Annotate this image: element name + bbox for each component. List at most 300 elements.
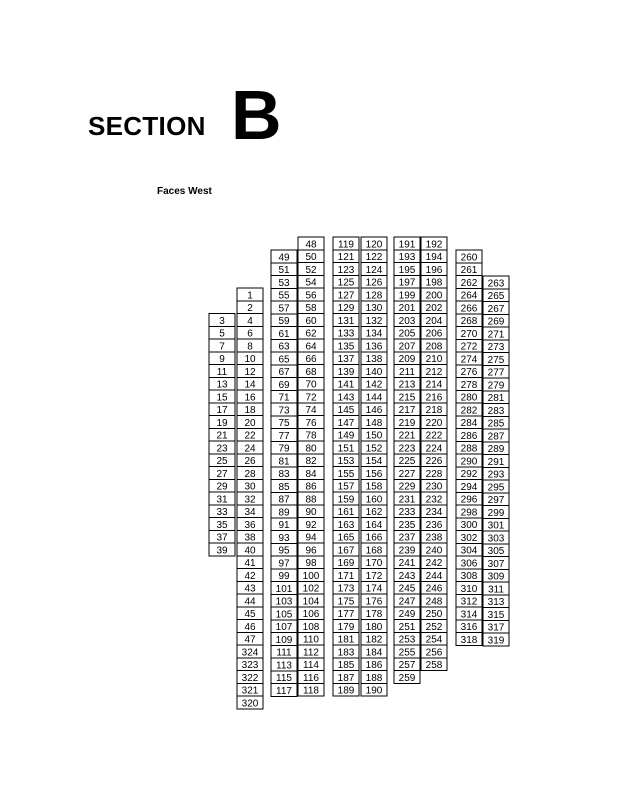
seat-number: 4 (247, 315, 253, 327)
seat-number: 58 (305, 303, 317, 314)
seat-264 (456, 288, 482, 301)
seat-number: 10 (244, 354, 256, 365)
seat-number: 214 (425, 379, 443, 391)
seat-139 (333, 365, 359, 378)
seat-258 (421, 658, 447, 671)
seat-14 (237, 377, 263, 390)
seat-number: 152 (365, 443, 383, 455)
seat-183 (333, 645, 359, 658)
seat-71 (271, 390, 297, 403)
seat-number: 211 (399, 366, 415, 378)
seat-93 (271, 531, 297, 544)
seat-number: 267 (487, 303, 505, 315)
seat-24 (237, 441, 263, 454)
seat-293 (483, 467, 509, 480)
seat-number: 128 (365, 290, 383, 302)
seat-26 (237, 454, 263, 467)
seat-number: 284 (460, 418, 478, 429)
seat-number: 35 (216, 519, 228, 531)
seat-223 (394, 441, 420, 454)
seat-number: 220 (425, 417, 443, 429)
seat-134 (361, 326, 387, 339)
seat-number: 213 (398, 379, 416, 391)
seat-168 (361, 543, 387, 556)
seat-number: 71 (278, 392, 290, 404)
seat-number: 18 (244, 405, 256, 416)
seat-number: 306 (460, 558, 478, 570)
seat-number: 272 (460, 341, 478, 353)
seat-number: 285 (487, 418, 505, 430)
seat-166 (361, 530, 387, 543)
seat-number: 123 (337, 264, 355, 276)
seat-number: 252 (425, 621, 443, 633)
seat-87 (271, 492, 297, 505)
seat-282 (456, 403, 482, 416)
seat-247 (394, 594, 420, 607)
seat-88 (298, 492, 324, 505)
seat-number: 15 (216, 392, 228, 404)
seat-number: 224 (425, 443, 443, 455)
seat-number: 96 (305, 545, 317, 557)
seat-number: 237 (398, 532, 416, 544)
seat-15 (209, 390, 235, 403)
seat-294 (456, 480, 482, 493)
seat-207 (394, 339, 420, 352)
seat-number: 206 (425, 328, 443, 340)
seat-61 (271, 327, 297, 340)
seat-240 (421, 543, 447, 556)
seat-314 (456, 607, 482, 620)
seat-48 (298, 237, 324, 250)
seat-187 (333, 671, 359, 684)
seat-number: 262 (460, 277, 478, 289)
seat-number: 233 (398, 507, 416, 518)
seat-number: 136 (365, 341, 383, 353)
seat-320 (237, 696, 263, 709)
seat-number: 164 (365, 519, 383, 531)
seat-number: 38 (244, 532, 256, 544)
seat-number: 241 (398, 558, 416, 569)
seat-80 (298, 441, 324, 454)
seat-number: 78 (305, 430, 317, 442)
seat-78 (298, 428, 324, 441)
seat-16 (237, 390, 263, 403)
seat-204 (421, 314, 447, 327)
seat-number: 61 (278, 328, 290, 340)
seat-40 (237, 543, 263, 556)
seat-number: 81 (278, 456, 290, 468)
seat-number: 124 (365, 264, 383, 276)
seat-number: 323 (241, 660, 259, 671)
seat-number: 7 (219, 341, 225, 353)
seat-number: 65 (278, 354, 290, 366)
seat-102 (298, 581, 324, 594)
seat-number: 230 (425, 481, 443, 493)
seat-215 (394, 390, 420, 403)
seat-257 (394, 658, 420, 671)
seat-number: 294 (460, 481, 478, 493)
seat-216 (421, 390, 447, 403)
seat-number: 244 (425, 570, 443, 582)
seat-291 (483, 455, 509, 468)
seat-243 (394, 569, 420, 582)
seat-167 (333, 543, 359, 556)
seat-number: 231 (398, 494, 416, 506)
seat-296 (456, 492, 482, 505)
seat-116 (298, 671, 324, 684)
seat-number: 297 (487, 495, 505, 506)
seat-280 (456, 390, 482, 403)
seat-153 (333, 454, 359, 467)
seat-53 (271, 276, 297, 289)
seat-number: 219 (398, 417, 416, 429)
seat-number: 242 (425, 558, 443, 569)
seat-number: 17 (216, 405, 228, 416)
seat-number: 222 (425, 430, 443, 442)
seat-227 (394, 467, 420, 480)
seat-181 (333, 632, 359, 645)
seat-number: 295 (487, 482, 505, 494)
seat-6 (237, 326, 263, 339)
seat-number: 14 (244, 379, 256, 391)
seat-200 (421, 288, 447, 301)
seat-number: 48 (305, 239, 317, 251)
seat-number: 258 (425, 660, 443, 671)
seat-230 (421, 479, 447, 492)
seat-number: 32 (244, 494, 256, 506)
seat-number: 215 (398, 392, 416, 404)
seat-285 (483, 416, 509, 429)
seat-number: 144 (365, 392, 383, 404)
seat-number: 197 (398, 277, 416, 289)
seat-307 (483, 557, 509, 570)
seat-number: 120 (365, 239, 383, 251)
seat-number: 282 (460, 405, 478, 417)
seat-number: 75 (278, 418, 290, 429)
seat-number: 170 (365, 558, 383, 569)
seat-248 (421, 594, 447, 607)
seat-number: 175 (337, 596, 355, 608)
seat-number: 27 (216, 468, 228, 480)
seat-302 (456, 531, 482, 544)
seat-number: 209 (398, 354, 416, 365)
seat-number: 85 (278, 481, 290, 493)
seat-number: 127 (337, 290, 355, 302)
seat-262 (456, 276, 482, 289)
seat-241 (394, 556, 420, 569)
seat-number: 101 (275, 583, 293, 595)
seat-number: 223 (398, 443, 416, 455)
seat-124 (361, 263, 387, 276)
seat-number: 9 (219, 354, 225, 365)
seat-213 (394, 377, 420, 390)
seat-number: 278 (460, 379, 478, 391)
seat-number: 273 (487, 342, 505, 353)
seat-275 (483, 353, 509, 366)
seat-225 (394, 454, 420, 467)
seat-number: 11 (216, 366, 228, 378)
seat-number: 125 (337, 277, 355, 289)
seat-number: 138 (365, 354, 383, 365)
seat-113 (271, 658, 297, 671)
seat-number: 265 (487, 291, 505, 302)
seat-107 (271, 620, 297, 633)
seat-number: 193 (398, 252, 416, 263)
seat-231 (394, 492, 420, 505)
seat-304 (456, 543, 482, 556)
seat-47 (237, 632, 263, 645)
seat-number: 131 (337, 315, 355, 327)
seat-5 (209, 326, 235, 339)
seat-279 (483, 378, 509, 391)
seat-number: 5 (219, 328, 225, 340)
seat-149 (333, 428, 359, 441)
seat-235 (394, 518, 420, 531)
seat-105 (271, 607, 297, 620)
seat-59 (271, 314, 297, 327)
seat-108 (298, 620, 324, 633)
seat-number: 72 (305, 392, 317, 404)
seat-number: 268 (460, 316, 478, 327)
seat-38 (237, 530, 263, 543)
seat-number: 169 (337, 558, 355, 569)
seat-number: 261 (460, 265, 478, 276)
seat-number: 13 (216, 379, 228, 391)
seat-148 (361, 416, 387, 429)
seat-322 (237, 671, 263, 684)
seat-65 (271, 352, 297, 365)
seat-number: 91 (278, 520, 290, 531)
seat-number: 264 (460, 290, 478, 302)
seat-number: 310 (460, 583, 478, 595)
seat-number: 216 (425, 392, 443, 404)
seat-289 (483, 442, 509, 455)
seat-number: 307 (487, 558, 505, 570)
seat-179 (333, 620, 359, 633)
seat-184 (361, 645, 387, 658)
seat-36 (237, 518, 263, 531)
seat-238 (421, 530, 447, 543)
seat-number: 173 (337, 583, 355, 595)
seat-270 (456, 327, 482, 340)
seat-292 (456, 467, 482, 480)
seat-182 (361, 632, 387, 645)
seat-number: 90 (305, 507, 317, 518)
seat-11 (209, 365, 235, 378)
seat-number: 23 (216, 443, 228, 455)
seat-number: 80 (305, 443, 317, 455)
seat-number: 6 (247, 328, 253, 340)
seat-number: 74 (305, 405, 317, 416)
seat-214 (421, 377, 447, 390)
seat-246 (421, 581, 447, 594)
seat-44 (237, 594, 263, 607)
seat-114 (298, 658, 324, 671)
seat-119 (333, 237, 359, 250)
seat-185 (333, 658, 359, 671)
seat-317 (483, 620, 509, 633)
seat-233 (394, 505, 420, 518)
seat-52 (298, 263, 324, 276)
seat-number: 198 (425, 277, 443, 289)
seat-number: 110 (303, 634, 319, 646)
seat-number: 54 (305, 277, 317, 289)
seat-265 (483, 289, 509, 302)
seat-217 (394, 403, 420, 416)
seat-number: 314 (460, 609, 478, 621)
seat-28 (237, 467, 263, 480)
seat-132 (361, 314, 387, 327)
seat-193 (394, 250, 420, 263)
seat-245 (394, 581, 420, 594)
seat-131 (333, 314, 359, 327)
seat-178 (361, 607, 387, 620)
seat-number: 97 (278, 558, 290, 570)
seat-165 (333, 530, 359, 543)
seat-number: 114 (303, 660, 319, 671)
seat-number: 82 (305, 456, 317, 467)
seat-95 (271, 543, 297, 556)
seat-319 (483, 633, 509, 646)
seat-number: 105 (275, 609, 293, 621)
seat-83 (271, 467, 297, 480)
seat-298 (456, 505, 482, 518)
seat-number: 186 (365, 660, 383, 671)
seat-75 (271, 416, 297, 429)
seat-number: 247 (398, 596, 416, 608)
seat-10 (237, 352, 263, 365)
seat-number: 122 (365, 252, 383, 263)
seat-129 (333, 301, 359, 314)
seat-number: 281 (487, 393, 505, 404)
seat-number: 221 (398, 430, 416, 442)
seat-72 (298, 390, 324, 403)
seat-number: 260 (460, 252, 478, 264)
seat-number: 188 (365, 672, 383, 684)
seat-number: 70 (305, 379, 317, 391)
seat-190 (361, 683, 387, 696)
seat-number: 42 (244, 570, 256, 582)
seat-8 (237, 339, 263, 352)
seat-number: 243 (398, 570, 416, 582)
seat-number: 319 (487, 635, 505, 647)
seat-number: 279 (487, 380, 505, 392)
seat-number: 50 (305, 252, 317, 263)
seat-269 (483, 314, 509, 327)
seat-49 (271, 250, 297, 263)
seat-62 (298, 326, 324, 339)
seat-218 (421, 403, 447, 416)
seat-number: 52 (305, 264, 317, 276)
seat-263 (483, 276, 509, 289)
seat-number: 93 (278, 532, 290, 544)
seat-number: 275 (487, 354, 505, 366)
seat-number: 148 (365, 417, 383, 429)
seat-number: 76 (305, 417, 317, 429)
seat-number: 134 (365, 328, 383, 340)
seat-42 (237, 569, 263, 582)
seat-54 (298, 275, 324, 288)
seat-number: 200 (425, 290, 443, 302)
seat-112 (298, 645, 324, 658)
seat-201 (394, 301, 420, 314)
seat-109 (271, 633, 297, 646)
seat-64 (298, 339, 324, 352)
orientation-label: Faces West (157, 186, 212, 197)
seat-number: 249 (398, 609, 416, 620)
seat-number: 151 (337, 443, 355, 455)
seat-186 (361, 658, 387, 671)
seat-117 (271, 684, 297, 697)
seat-35 (209, 518, 235, 531)
seat-number: 218 (425, 405, 443, 416)
seat-278 (456, 378, 482, 391)
seat-number: 117 (276, 685, 292, 697)
seat-33 (209, 505, 235, 518)
seat-81 (271, 454, 297, 467)
seat-300 (456, 518, 482, 531)
seat-199 (394, 288, 420, 301)
seat-number: 92 (305, 519, 317, 531)
seat-number: 154 (365, 456, 383, 467)
seat-number: 226 (425, 456, 443, 467)
seat-number: 180 (365, 621, 383, 633)
seat-number: 257 (398, 660, 416, 671)
seat-number: 143 (337, 392, 355, 404)
seat-123 (333, 263, 359, 276)
seat-50 (298, 250, 324, 263)
seat-number: 94 (305, 532, 317, 544)
seat-66 (298, 352, 324, 365)
seat-177 (333, 607, 359, 620)
seat-number: 288 (460, 443, 478, 455)
seat-295 (483, 480, 509, 493)
seat-number: 57 (278, 303, 290, 315)
seat-number: 318 (460, 634, 478, 646)
seat-84 (298, 467, 324, 480)
seat-144 (361, 390, 387, 403)
seat-number: 212 (425, 366, 443, 378)
seat-303 (483, 531, 509, 544)
seat-3 (209, 314, 235, 327)
seat-208 (421, 339, 447, 352)
seat-323 (237, 658, 263, 671)
seat-number: 299 (487, 507, 505, 519)
seat-number: 44 (244, 596, 256, 608)
seat-number: 304 (460, 545, 478, 557)
seat-number: 49 (278, 252, 290, 264)
seat-number: 228 (425, 468, 443, 480)
seat-number: 89 (278, 507, 290, 519)
seat-number: 3 (219, 315, 225, 327)
seat-number: 60 (305, 315, 317, 327)
seat-number: 19 (216, 417, 228, 429)
seat-number: 100 (302, 570, 320, 582)
seat-number: 291 (487, 456, 505, 468)
seat-number: 194 (425, 252, 443, 263)
seat-number: 287 (487, 431, 505, 443)
seat-number: 107 (275, 622, 293, 633)
seat-number: 39 (216, 545, 228, 557)
seat-number: 246 (425, 583, 443, 595)
seat-number: 142 (365, 379, 383, 391)
seat-number: 1 (247, 290, 253, 302)
seat-number: 113 (276, 660, 292, 672)
seat-209 (394, 352, 420, 365)
seat-96 (298, 543, 324, 556)
seat-318 (456, 633, 482, 646)
seat-103 (271, 594, 297, 607)
